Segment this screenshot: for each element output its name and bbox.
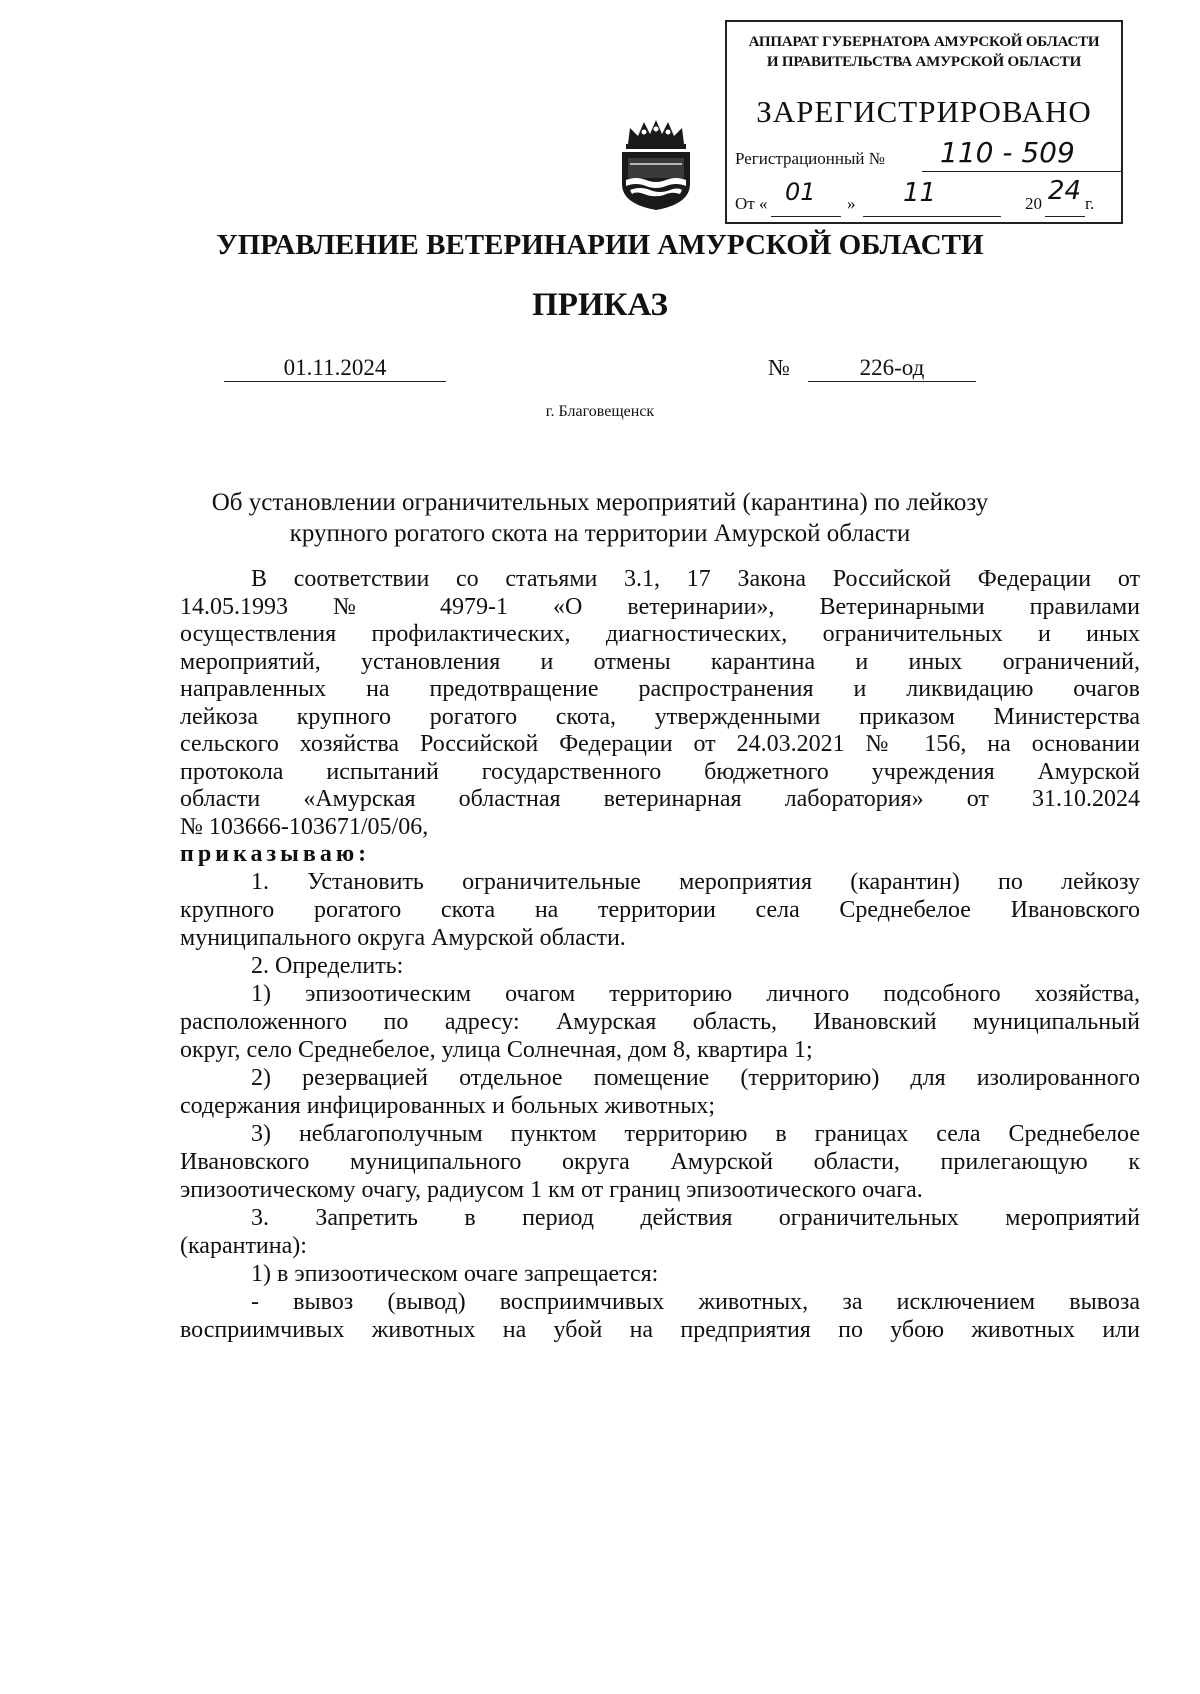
stamp-from-label: От « [735,194,768,213]
stamp-year-suffix: 24 [1048,176,1082,206]
body-line: крупного рогатого скота на территории села Среднебелое Ивановского [180,897,1140,923]
document-type: ПРИКАЗ [532,287,668,323]
stamp-month: 11 [903,178,937,208]
stamp-reg-label: Регистрационный № [735,149,885,168]
order-subject [150,487,1050,549]
stamp-org-line2: И ПРАВИТЕЛЬСТВА АМУРСКОЙ ОБЛАСТИ [766,54,1082,70]
stamp-quote-close: » [847,194,856,213]
body-line: 1) эпизоотическим очагом территорию личного подсобного хозяйства, [251,981,1140,1007]
body-line: В соответствии со статьями 3.1, 17 Закона Российской Федерации от [251,566,1140,592]
body-line: восприимчивых животных на убой на предприятия по убою животных или [180,1317,1140,1343]
stamp-org-line1: АППАРАТ ГУБЕРНАТОРА АМУРСКОЙ ОБЛАСТИ [748,34,1100,50]
body-line: № 103666-103671/05/06, [180,814,429,840]
body-line: 14.05.1993 № 4979-1 «О ветеринарии», Ветеринарными правилами [180,594,1140,620]
stamp-organization [727,32,1121,72]
stamp-year-g: г. [1085,194,1095,213]
order-command: приказываю: [180,841,371,867]
body-line: 3) неблагополучным пунктом территорию в границах села Среднебелое [251,1121,1140,1147]
body-line: направленных на предотвращение распространения и ликвидацию очагов [180,676,1140,702]
agency-title: УПРАВЛЕНИЕ ВЕТЕРИНАРИИ АМУРСКОЙ ОБЛАСТИ [216,229,984,261]
body-line: мероприятий, установления и отмены карантина и иных ограничений, [180,649,1140,675]
body-line: 1. Установить ограничительные мероприятия (карантин) по лейкозу [251,869,1140,895]
order-number: 226-од [808,355,976,382]
body-line: эпизоотическому очагу, радиусом 1 км от границ эпизоотического очага. [180,1177,923,1203]
city: г. Благовещенск [545,403,655,420]
subject-line2: крупного рогатого скота на территории Амурской области [289,520,911,547]
stamp-day: 01 [785,178,816,206]
stamp-date-row [735,176,1113,214]
stamp-reg-row [735,136,1113,169]
body-line: лейкоза крупного рогатого скота, утвержденными приказом Министерства [180,704,1140,730]
body-line: содержания инфицированных и больных животных; [180,1093,716,1119]
stamp-reg-number: 110 - 509 [940,136,1075,169]
registration-stamp [725,20,1123,224]
body-line: сельского хозяйства Российской Федерации от 24.03.2021 № 156, на основании [180,731,1140,757]
body-line: (карантина): [180,1233,307,1259]
body-line: 3. Запретить в период действия ограничительных мероприятий [251,1205,1140,1231]
subject-line1: Об установлении ограничительных мероприятий (карантина) по лейкозу [211,489,989,516]
stamp-registered: ЗАРЕГИСТРИРОВАНО [756,94,1092,129]
body-line: Ивановского муниципального округа Амурской области, прилегающую к [180,1149,1140,1175]
body-line: осуществления профилактических, диагностических, ограничительных и иных [180,621,1140,647]
body-line: 2) резервацией отдельное помещение (территорию) для изолированного [251,1065,1140,1091]
body-line: округ, село Среднебелое, улица Солнечная, дом 8, квартира 1; [180,1037,813,1063]
body-line: 2. Определить: [251,953,404,979]
body-line: области «Амурская областная ветеринарная лаборатория» от 31.10.2024 [180,786,1140,812]
body-line: протокола испытаний государственного бюджетного учреждения Амурской [180,759,1140,785]
order-number-label: № [768,355,790,380]
body-line: расположенного по адресу: Амурская область, Ивановский муниципальный [180,1009,1140,1035]
body-line: - вывоз (вывод) восприимчивых животных, за исключением вывоза [251,1289,1140,1315]
body-line: муниципального округа Амурской области. [180,925,626,951]
coat-of-arms-icon [616,118,696,212]
order-date: 01.11.2024 [224,355,446,382]
stamp-year-prefix: 20 [1025,194,1042,213]
body-line: 1) в эпизоотическом очаге запрещается: [251,1261,659,1287]
